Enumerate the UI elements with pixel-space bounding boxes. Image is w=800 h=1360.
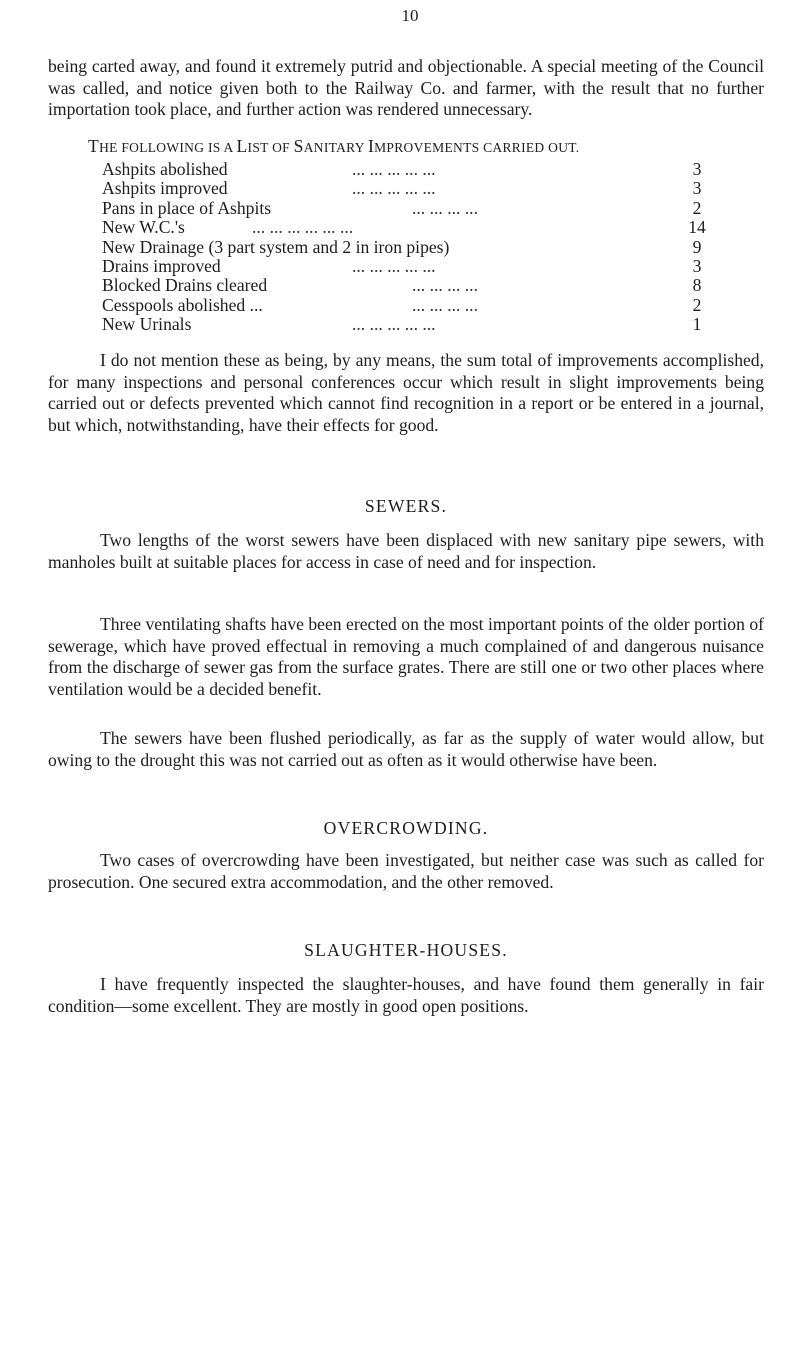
item-count: 14 [688, 217, 706, 238]
item-label: New W.C.'s [102, 217, 185, 238]
item-label: Blocked Drains cleared [102, 275, 268, 296]
sewers-paragraph: Three ventilating shafts have been erected on the most important points of the older portion of sewerage, which have proved effectual in removing a much complained of and dangerous nuisance from the discharge of sewer gas from the surface grates. There are still one or two other places where ventilation would be a decided benefit. [48, 614, 764, 699]
leader-dots: ... ... ... ... ... [352, 178, 436, 199]
item-label: Cesspools abolished ... [102, 294, 263, 315]
sewers-paragraph: The sewers have been flushed periodically, as far as the supply of water would allow, but owing to the drought this was not carried out as often as it would otherwise have been. [48, 728, 764, 770]
item-label: Ashpits improved [102, 178, 228, 199]
item-label: Ashpits abolished [102, 159, 228, 179]
item-label: New Urinals [102, 314, 192, 335]
item-count: 8 [692, 275, 702, 296]
heading-part: IMPROVEMENTS CARRIED OUT. [367, 136, 580, 156]
leader-dots: ... ... ... ... ... [352, 314, 436, 335]
list-item [102, 257, 712, 276]
sewers-paragraph: Two lengths of the worst sewers have been displaced with new sanitary pipe sewers, with manholes built at suitable places for access in case of need and for inspection. [48, 530, 764, 572]
item-count: 3 [692, 178, 702, 199]
sewers-heading: SEWERS. [364, 496, 448, 516]
leader-dots: ... ... ... ... [412, 275, 478, 296]
intro-paragraph: being carted away, and found it extremely putrid and objectionable. A special meeting of the Council was called, and notice given both to the Railway Co. and farmer, with the result that no further importation took place, and further action was rendered unnecessary. [48, 56, 764, 119]
item-count: 3 [692, 159, 702, 179]
list-item [102, 199, 712, 218]
leader-dots: ... ... ... ... [412, 197, 478, 218]
slaughter-houses-heading: SLAUGHTER-HOUSES. [304, 940, 508, 960]
item-count: 3 [692, 255, 702, 276]
item-count: 2 [692, 197, 702, 218]
list-item [102, 160, 712, 179]
leader-dots: ... ... ... ... ... ... [252, 217, 354, 238]
list-item [102, 296, 712, 315]
slaughter-houses-paragraph: I have frequently inspected the slaughter-houses, and have found them generally in fair condition—some excellent. They are mostly in good open positions. [48, 974, 764, 1016]
improvements-list-heading [88, 136, 764, 157]
list-item [102, 276, 712, 295]
item-label: Drains improved [102, 255, 221, 276]
leader-dots: ... ... ... ... [412, 294, 478, 315]
leader-dots: ... ... ... ... ... [352, 255, 436, 276]
list-item [102, 179, 712, 198]
list-item [102, 238, 712, 257]
heading-part: THE FOLLOWING IS A [88, 136, 237, 156]
overcrowding-heading: OVERCROWDING. [323, 818, 489, 838]
item-count: 2 [692, 294, 702, 315]
leader-dots: ... ... ... ... ... [352, 159, 436, 179]
item-label: New Drainage (3 part system and 2 in iron pipes) [102, 236, 450, 257]
heading-part: LIST OF [236, 136, 294, 156]
overcrowding-paragraph: Two cases of overcrowding have been investigated, but neither case was such as called for prosecution. One secured extra accommodation, and the other removed. [48, 850, 764, 892]
item-label: Pans in place of Ashpits [102, 197, 272, 218]
list-item [102, 218, 712, 237]
page-number: 10 [401, 6, 419, 25]
heading-part: SANITARY [293, 136, 368, 156]
remarks-paragraph: I do not mention these as being, by any means, the sum total of improvements accomplished, for many inspections and personal conferences occur which result in slight improvements being carried out or defects prevented which cannot find recognition in a report or be entered in a journal, but which, notwithstanding, have their effects for good. [48, 350, 764, 435]
list-item [102, 315, 712, 334]
item-count: 9 [692, 236, 702, 257]
sanitary-improvements-list [102, 160, 712, 335]
item-count: 1 [692, 314, 702, 335]
